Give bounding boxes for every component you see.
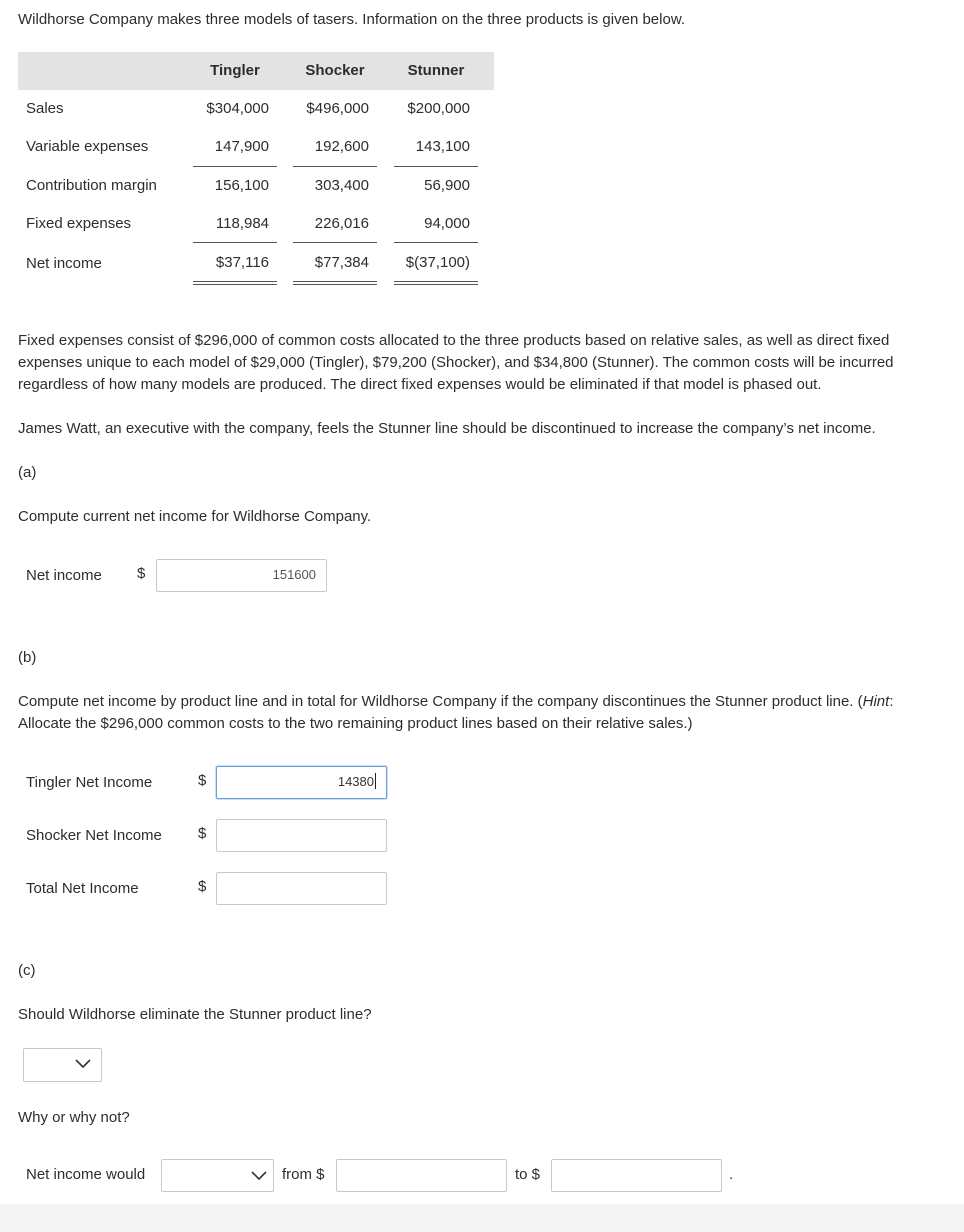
cell-fixed-tingler: 118,984	[215, 215, 269, 232]
tingler-net-income-label: Tingler Net Income	[26, 774, 153, 791]
cell-sales-stunner: $200,000	[407, 100, 470, 117]
cell-cm-shocker: 303,400	[314, 177, 369, 194]
cell-fixed-stunner: 94,000	[424, 215, 470, 232]
text-cursor	[375, 773, 376, 789]
underline	[193, 242, 277, 243]
to-label: to $	[515, 1166, 541, 1183]
tingler-net-income-input[interactable]	[216, 766, 387, 799]
increase-decrease-select[interactable]	[161, 1159, 274, 1192]
header-tingler: Tingler	[210, 62, 260, 79]
underline	[293, 242, 377, 243]
from-label: from $	[282, 1166, 325, 1183]
eliminate-decision-select[interactable]	[23, 1048, 102, 1082]
part-b-question	[18, 691, 943, 735]
double-underline	[394, 281, 478, 282]
from-amount-input[interactable]	[336, 1159, 507, 1192]
shocker-net-income-label: Shocker Net Income	[26, 827, 162, 844]
cell-variable-tingler: 147,900	[214, 138, 269, 155]
cell-sales-tingler: $304,000	[206, 100, 269, 117]
header-stunner: Stunner	[407, 62, 465, 79]
double-underline	[293, 281, 377, 282]
part-c-heading: (c)	[18, 962, 36, 979]
part-a-heading: (a)	[18, 464, 37, 481]
chevron-down-icon	[75, 1059, 91, 1069]
fixed-expenses-paragraph: Fixed expenses consist of $296,000 of common costs allocated to the three products based on relative sales, as well as direct fixed expenses unique to each model of $29,000 (Tingler), $79,200 (Shocker), and $34,800 (Stunner). The common costs will be incurred regardless of how many models are produced. The direct fixed expenses would be eliminated if that model is phased out.	[18, 332, 894, 393]
part-b-heading: (b)	[18, 649, 37, 666]
total-net-income-label: Total Net Income	[26, 880, 139, 897]
part-a-question: Compute current net income for Wildhorse Company.	[18, 508, 372, 525]
underline	[394, 166, 478, 167]
tingler-net-income-value: 14380	[337, 774, 374, 789]
net-income-input-value: 151600	[272, 567, 316, 582]
double-underline	[394, 284, 478, 285]
to-amount-input[interactable]	[551, 1159, 722, 1192]
bottom-bar	[0, 1204, 964, 1232]
double-underline	[193, 281, 277, 282]
chevron-down-icon	[251, 1171, 267, 1181]
double-underline	[293, 284, 377, 285]
row-label-variable-expenses: Variable expenses	[26, 138, 149, 155]
executive-paragraph: James Watt, an executive with the company, feels the Stunner line should be discontinued to increase the company’s net income.	[18, 420, 876, 437]
shocker-net-income-input[interactable]	[216, 819, 387, 852]
intro-text: Wildhorse Company makes three models of tasers. Information on the three products is given below.	[18, 11, 685, 28]
cell-net-stunner: $(37,100)	[405, 254, 470, 271]
cell-net-tingler: $37,116	[215, 254, 269, 271]
part-b-question-suffix: : Allocate the $296,000 common costs to the two remaining product lines based on their relative sales.)	[18, 693, 894, 732]
part-c-question: Should Wildhorse eliminate the Stunner product line?	[18, 1006, 372, 1023]
currency-symbol: $	[198, 772, 207, 789]
row-label-fixed-expenses: Fixed expenses	[26, 215, 132, 232]
cell-variable-shocker: 192,600	[314, 138, 369, 155]
cell-cm-stunner: 56,900	[424, 177, 470, 194]
net-income-would-label: Net income would	[26, 1166, 146, 1183]
row-label-net-income: Net income	[26, 255, 102, 272]
currency-symbol: $	[137, 565, 146, 582]
net-income-input[interactable]	[156, 559, 327, 592]
row-label-contribution-margin: Contribution margin	[26, 177, 157, 194]
cell-variable-stunner: 143,100	[415, 138, 470, 155]
underline	[193, 166, 277, 167]
double-underline	[193, 284, 277, 285]
total-net-income-input[interactable]	[216, 872, 387, 905]
why-prompt: Why or why not?	[18, 1109, 130, 1126]
cell-net-shocker: $77,384	[314, 254, 369, 271]
underline	[394, 242, 478, 243]
sentence-period: .	[729, 1166, 734, 1183]
cell-fixed-shocker: 226,016	[314, 215, 369, 232]
currency-symbol: $	[198, 878, 207, 895]
row-label-sales: Sales	[26, 100, 64, 117]
header-shocker: Shocker	[305, 62, 365, 79]
part-b-question-prefix: Compute net income by product line and in total for Wildhorse Company if the company discontinues the Stunner product line. (	[18, 693, 863, 710]
underline	[293, 166, 377, 167]
net-income-label: Net income	[26, 567, 102, 584]
cell-sales-shocker: $496,000	[306, 100, 369, 117]
cell-cm-tingler: 156,100	[214, 177, 269, 194]
hint-word: Hint	[862, 693, 890, 710]
currency-symbol: $	[198, 825, 207, 842]
